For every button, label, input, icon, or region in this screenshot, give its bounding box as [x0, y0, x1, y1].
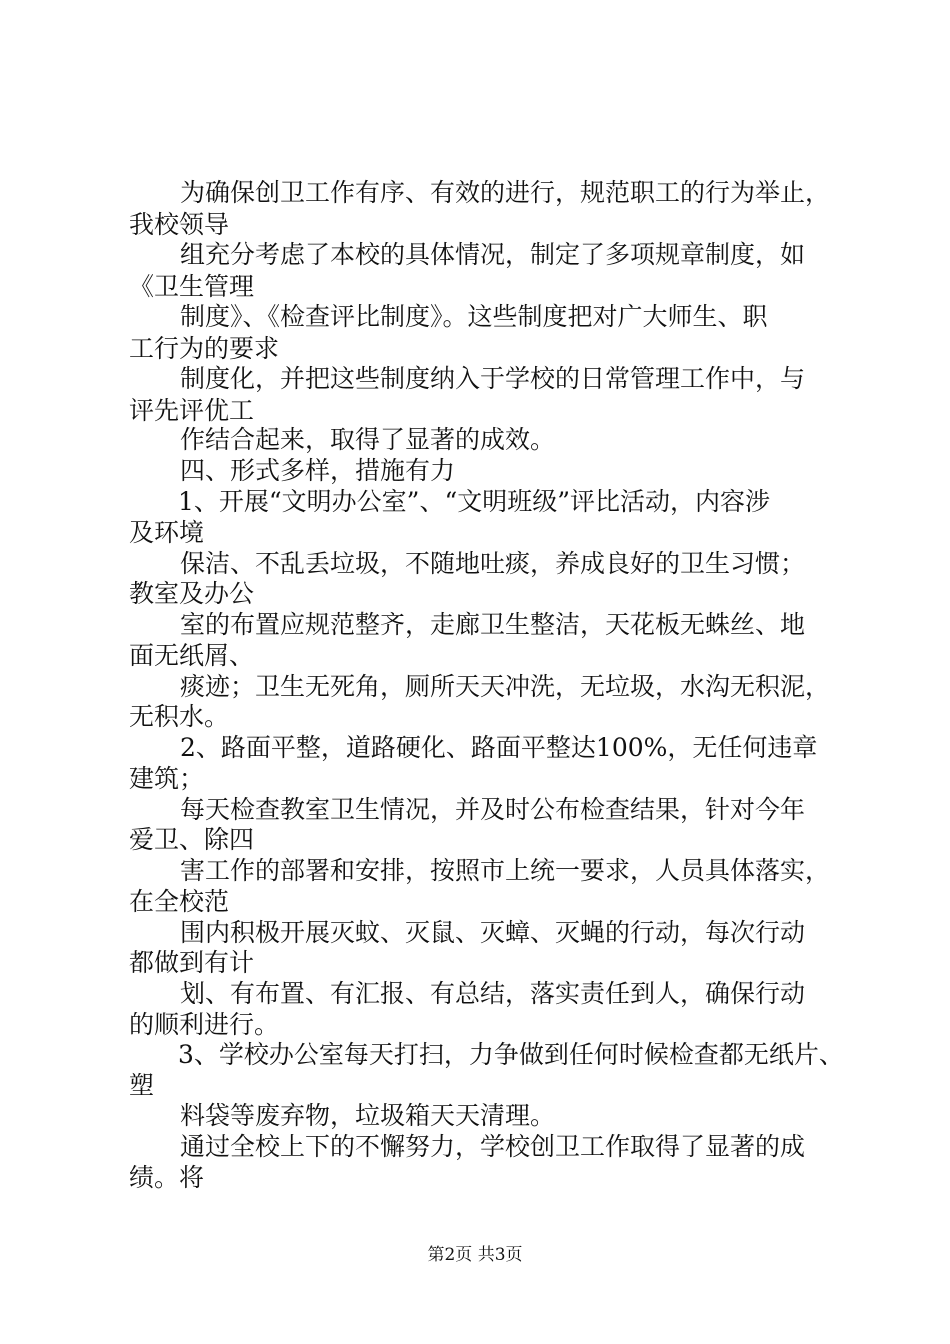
- text-line: 组充分考虑了本校的具体情况，制定了多项规章制度，如: [180, 240, 806, 269]
- text-line: 建筑；: [129, 764, 205, 793]
- text-line: 《卫生管理: [129, 272, 255, 301]
- text-line: 害工作的部署和安排，按照市上统一要求，人员具体落实，: [180, 856, 831, 885]
- page-number: 第2页 共3页: [427, 1245, 523, 1265]
- text-line: 料袋等废弃物，垃圾箱天天清理。: [180, 1101, 556, 1130]
- text-line: 无积水。: [129, 702, 230, 731]
- text-line: 评先评优工: [129, 396, 255, 425]
- text-line: 在全校范: [129, 887, 230, 916]
- text-line: 作结合起来，取得了显著的成效。: [180, 425, 556, 454]
- text-line: 教室及办公: [129, 579, 255, 608]
- text-line: 工行为的要求: [129, 334, 280, 363]
- text-line: 绩。将: [129, 1163, 205, 1192]
- text-line: 通过全校上下的不懈努力，学校创卫工作取得了显著的成: [180, 1132, 806, 1161]
- text-line: 制度化，并把这些制度纳入于学校的日常管理工作中，与: [180, 364, 806, 393]
- text-line: 划、有布置、有汇报、有总结，落实责任到人，确保行动: [180, 979, 806, 1008]
- text-line: 3、学校办公室每天打扫，力争做到任何时候检查都无纸片、: [178, 1040, 844, 1069]
- section-heading: 四、形式多样，措施有力: [180, 456, 456, 485]
- text-line: 保洁、不乱丢垃圾，不随地吐痰，养成良好的卫生习惯；: [180, 549, 806, 578]
- text-line: 塑: [129, 1071, 155, 1100]
- text-line: 2、路面平整，道路硬化、路面平整达100%，无任何违章: [180, 733, 818, 762]
- text-line: 面无纸屑、: [129, 641, 255, 670]
- text-line: 室的布置应规范整齐，走廊卫生整洁，天花板无蛛丝、地: [180, 610, 806, 639]
- text-line: 及环境: [129, 518, 205, 547]
- text-line: 痰迹；卫生无死角，厕所天天冲洗，无垃圾，水沟无积泥，: [180, 672, 831, 701]
- text-line: 我校领导: [129, 210, 230, 239]
- text-line: 制度》、《检查评比制度》。这些制度把对广大师生、职: [180, 302, 768, 331]
- text-line: 每天检查教室卫生情况，并及时公布检查结果，针对今年: [180, 795, 806, 824]
- text-line: 为确保创卫工作有序、有效的进行，规范职工的行为举止，: [180, 178, 831, 207]
- text-line: 爱卫、除四: [129, 825, 255, 854]
- text-line: 都做到有计: [129, 948, 255, 977]
- text-line: 的顺利进行。: [129, 1010, 280, 1039]
- text-line: 围内积极开展灭蚊、灭鼠、灭蟑、灭蝇的行动，每次行动: [180, 918, 806, 947]
- text-line: 1、开展“文明办公室”、“文明班级”评比活动，内容涉: [178, 487, 771, 516]
